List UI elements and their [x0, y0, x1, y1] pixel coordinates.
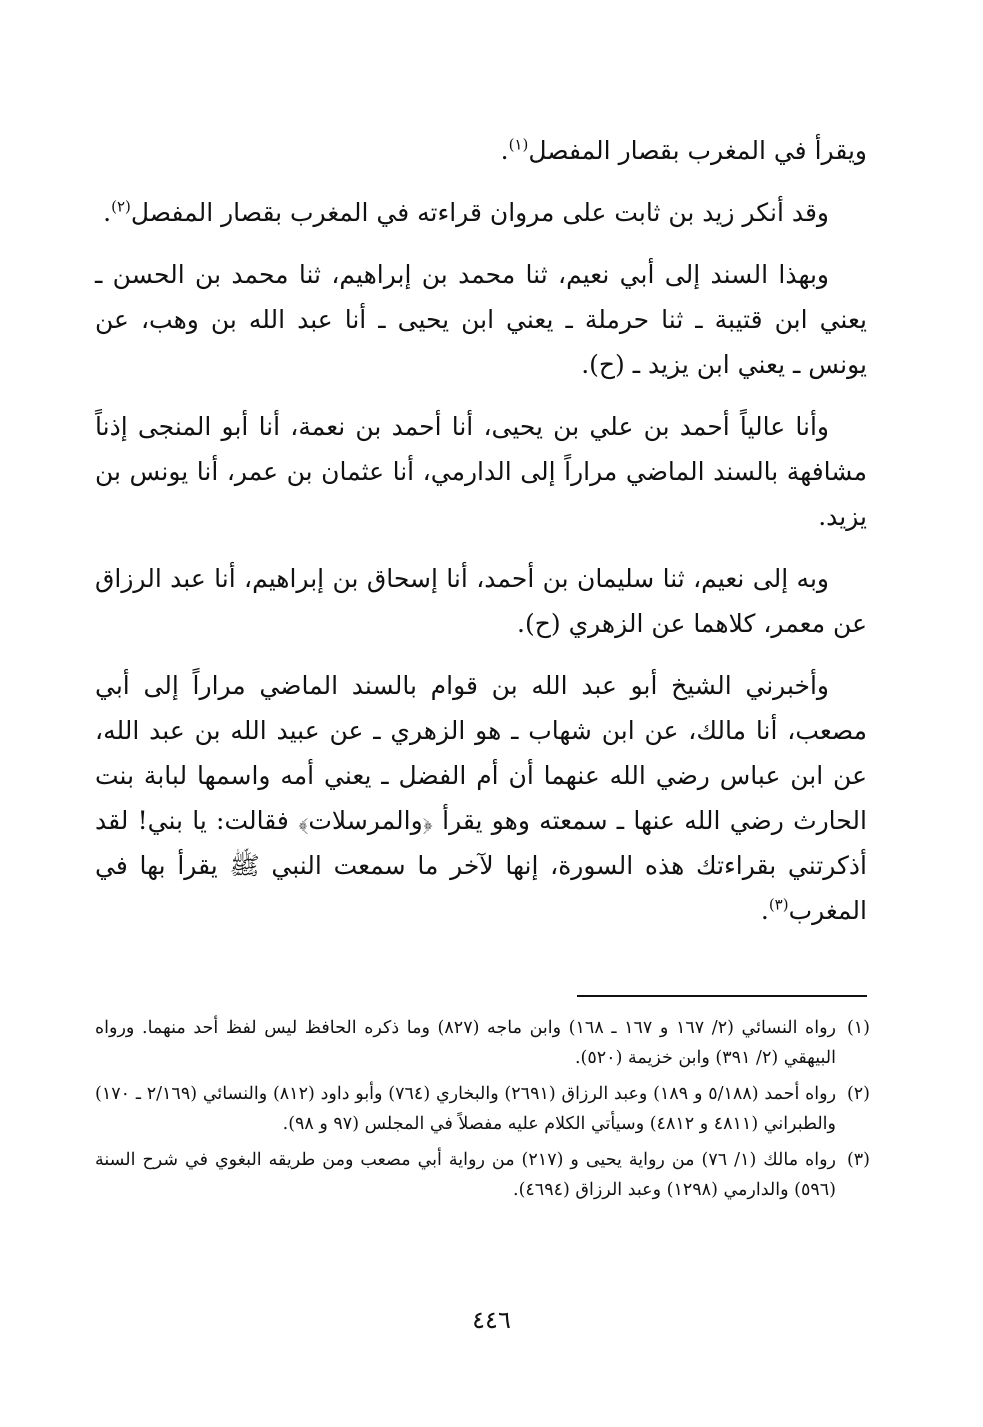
paragraph-end: .	[760, 896, 769, 925]
footnote-separator	[577, 995, 867, 997]
footnote-number: (٢)	[846, 1084, 870, 1104]
paragraph-1	[95, 128, 867, 173]
paragraph-end: .	[500, 136, 509, 165]
paragraph-6	[95, 663, 867, 933]
footnote-ref: (١)	[508, 135, 529, 154]
main-text	[95, 128, 867, 950]
footnote-text: رواه النسائي (٢/ ١٦٧ و ١٦٧ ـ ١٦٨) وابن ماجه (٨٢٧) وما ذكره الحافظ ليس لفظ أحد منهما. ورواه البيهقي (٢/ ٣٩١) وابن خزيمة (٥٢٠).	[95, 1018, 836, 1068]
footnote-1	[95, 1013, 870, 1073]
paragraph-text: وقد أنكر زيد بن ثابت على مروان قراءته في المغرب بقصار المفصل	[130, 198, 829, 227]
footnote-number: (٣)	[846, 1150, 870, 1170]
footnotes	[95, 1013, 870, 1211]
paragraph-text: وبهذا السند إلى أبي نعيم، ثنا محمد بن إبراهيم، ثنا محمد بن الحسن ـ يعني ابن قتيبة ـ ثنا حرملة ـ يعني ابن يحيى ـ أنا عبد الله بن وهب، عن يونس ـ يعني ابن يزيد ـ (ح).	[95, 260, 867, 379]
paragraph-4	[95, 404, 867, 539]
paragraph-text: وأخبرني الشيخ أبو عبد الله بن قوام بالسند الماضي مراراً إلى أبي مصعب، أنا مالك، عن ابن شهاب ـ هو الزهري ـ عن عبيد الله بن عبد الله، عن ابن عباس رضي الله عنهما أن أم الفضل ـ يعني أمه واسمها لبابة بنت الحارث رضي الله عنها ـ سمعته وهو يقرأ ﴿والمرسلات﴾ فقالت: يا بني! لقد أذكرتني بقراءتك هذه السورة، إنها لآخر ما سمعت النبي ﷺ يقرأ بها في المغرب	[95, 671, 867, 925]
paragraph-end: .	[103, 198, 112, 227]
footnote-3	[95, 1145, 870, 1205]
paragraph-text: ويقرأ في المغرب بقصار المفصل	[528, 136, 867, 165]
paragraph-3	[95, 252, 867, 387]
footnote-ref: (٣)	[768, 895, 789, 914]
footnote-number: (١)	[846, 1018, 870, 1038]
paragraph-2	[95, 190, 867, 235]
paragraph-text: وبه إلى نعيم، ثنا سليمان بن أحمد، أنا إسحاق بن إبراهيم، أنا عبد الرزاق عن معمر، كلاهما عن الزهري (ح).	[95, 564, 867, 638]
paragraph-text: وأنا عالياً أحمد بن علي بن يحيى، أنا أحمد بن نعمة، أنا أبو المنجى إذناً مشافهة بالسند الماضي مراراً إلى الدارمي، أنا عثمان بن عمر، أنا يونس بن يزيد.	[95, 412, 867, 531]
page-number: ٤٤٦	[472, 1306, 511, 1334]
footnote-text: رواه أحمد (٥/١٨٨ و ١٨٩) وعبد الرزاق (٢٦٩١) والبخاري (٧٦٤) وأبو داود (٨١٢) والنسائي (٢/١٦٩ ـ ١٧٠) والطبراني (٤٨١١ و ٤٨١٢) وسيأتي الكلام عليه مفصلاً في المجلس (٩٧ و ٩٨).	[95, 1084, 837, 1134]
footnote-2	[95, 1079, 870, 1139]
footnote-text: رواه مالك (١/ ٧٦) من رواية يحيى و (٢١٧) من رواية أبي مصعب ومن طريقه البغوي في شرح السنة (٥٩٦) والدارمي (١٢٩٨) وعبد الرزاق (٤٦٩٤).	[95, 1150, 836, 1200]
paragraph-5	[95, 556, 867, 646]
footnote-ref: (٢)	[111, 197, 131, 216]
